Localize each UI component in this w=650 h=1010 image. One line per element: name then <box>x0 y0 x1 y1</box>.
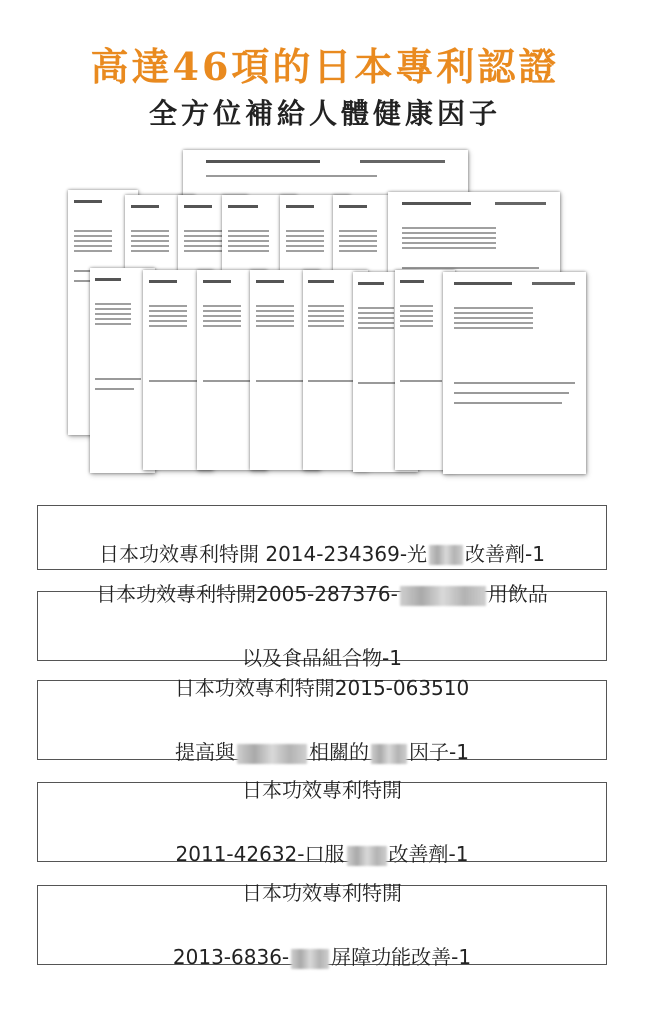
patent-text: 改善劑-1 <box>465 541 545 566</box>
patent-text: 2013-6836- <box>172 945 290 969</box>
patent-text: 日本功效專利特開 <box>241 778 402 802</box>
patent-text: 用飲品 <box>487 582 548 606</box>
patent-item-5 <box>37 881 607 969</box>
patent-documents-collage <box>0 0 650 500</box>
patent-text: 提高與 <box>175 740 236 764</box>
redacted-blur <box>400 586 486 606</box>
patent-document <box>443 272 586 474</box>
patent-text: 因子-1 <box>409 740 469 764</box>
patent-text: 相關的 <box>309 740 370 764</box>
patent-text: 日本功效專利特開2005-287376- <box>96 582 398 606</box>
patent-text: 屏障功能改善-1 <box>331 945 472 969</box>
page-title: 高達46項的日本專利認證 <box>90 44 560 89</box>
redacted-blur <box>291 949 329 969</box>
patent-text: 2011-42632-口服 <box>175 842 345 866</box>
patent-text: 日本功效專利特開2015-063510 <box>174 676 470 700</box>
patent-text: 改善劑-1 <box>388 842 469 866</box>
patent-text: 日本功效專利特開 2014-234369-光 <box>99 541 428 566</box>
page-subtitle: 全方位補給人體健康因子 <box>148 97 501 130</box>
patent-text: 以及食品組合物-1 <box>242 646 402 670</box>
patent-text: 日本功效專利特開 <box>242 881 402 905</box>
